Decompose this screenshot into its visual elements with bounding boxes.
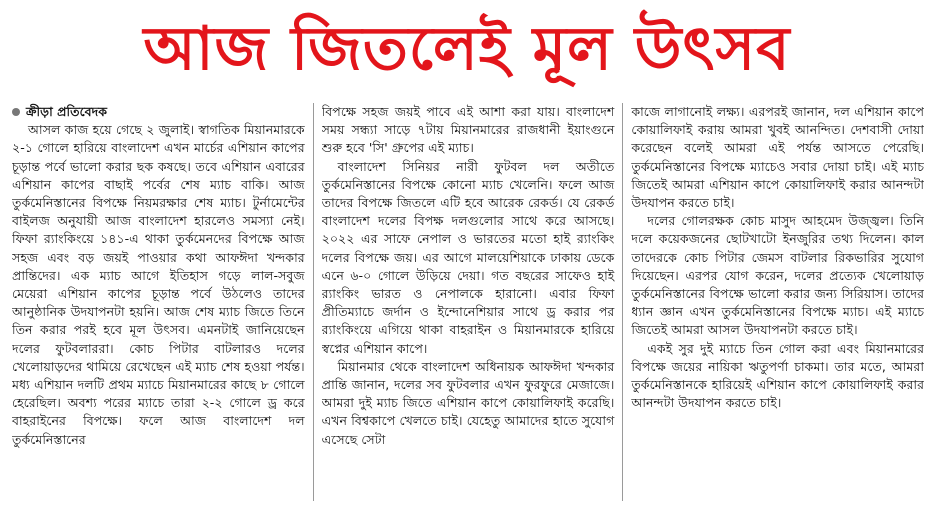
byline-text: ক্রীড়া প্রতিবেদক <box>26 104 108 119</box>
column-3 <box>631 103 924 501</box>
article-body <box>12 103 924 501</box>
column-1 <box>12 103 314 501</box>
paragraph: বিপক্ষে সহজ জয়ই পাবে এই আশা করা যায়। বাংলাদেশ সময় সন্ধ্যা সাড়ে ৭টায় মিয়ানমারের রাজধানী ইয়াংগুনে শুরু হবে 'সি' গ্রুপের এই ম্যাচ। <box>321 104 615 156</box>
paragraph: মিয়ানমার থেকে বাংলাদেশ অধিনায়ক আফঈদা খন্দকার প্রান্তি জানান, দলের সব ফুটবলার এখন ফুরফুরে মেজাজে। আমরা দুই ম্যাচ জিতে এশিয়ান কাপে কোয়ালিফাই করেছি। এখন বিশ্বকাপে খেলতে চাই। যেহেতু আমাদের হাতে সুযোগ এসেছে সেটা <box>321 358 615 447</box>
paragraph: কাজে লাগানোই লক্ষ্য। এরপরই জানান, দল এশিয়ান কাপে কোয়ালিফাই করায় আমরা খুবই আনন্দিত। দেশবাসী দোয়া করেছেন বলেই আমরা এই পর্যন্ত আসতে পেরেছি। তুর্কমেনিস্তানের বিপক্ষে ম্যাচেও সবার দোয়া চাই। এই ম্যাচ জিতেই আমরা এশিয়ান কাপে কোয়ালিফাই করার আনন্দটা উদযাপন করতে চাই। <box>631 104 925 211</box>
paragraph: একই সুর দুই ম্যাচে তিন গোল করা এবং মিয়ানমারের বিপক্ষে জয়ের নায়িকা ঋতুপর্ণা চাকমা। তার মতে, আমরা তুর্কমেনিস্তানকে হারিয়েই এশিয়ান কাপে কোয়ালিফাই করার আনন্দটা উদযাপন করতে চাই। <box>631 340 925 411</box>
paragraph: বাংলাদেশ সিনিয়র নারী ফুটবল দল অতীতে তুর্কমেনিস্তানের বিপক্ষে কোনো ম্যাচ খেলেনি। ফলে আজ তাদের বিপক্ষে জিতলে এটি হবে আরেক রেকর্ড। যে রেকর্ড বাংলাদেশ দলের বিপক্ষ দলগুলোর সাথে করে আসছে। ২০২২ এর সাফে নেপাল ও ভারতের মতো হাই র‍্যাংকিং দলের বিপক্ষে জয়। এর আগে মালয়েশিয়াকে ঢাকায় ডেকে এনে ৬-০ গোলে উড়িয়ে দেয়া। গত বছরের সাফেও হাই র‍্যাংকিং ভারত ও নেপালকে হারানো। এবার ফিফা প্রীতিম্যাচে জর্দান ও ইন্দোনেশিয়ার সাথে ড্র করার পর র‍্যাংকিংয়ে এগিয়ে থাকা বাহরাইন ও মিয়ানমারকে হারিয়ে স্বপ্নের এশিয়ান কাপে। <box>321 158 615 356</box>
headline: আজ জিতলেই মূল উৎসব <box>143 14 791 84</box>
bullet-icon <box>12 108 20 116</box>
byline <box>12 103 305 121</box>
paragraph: আসল কাজ হয়ে গেছে ২ জুলাই। স্বাগতিক মিয়ানমারকে ২-১ গোলে হারিয়ে বাংলাদেশ এখন মার্চের এশিয়ান কাপের চূড়ান্ত পর্বে ভালো করার ছক কষছে। তবে এশিয়ান এবারের এশিয়ান কাপের বাছাই পর্বের শেষ ম্যাচ বাকি। আজ তুর্কমেনিস্তানের বিপক্ষে নিয়মরক্ষার শেষ ম্যাচ। টুর্নামেন্টের বাইলজ অনুযায়ী আজ বাংলাদেশ হারলেও সমস্যা নেই। ফিফা র‍্যাংকিংয়ে ১৪১-এ থাকা তুর্কমেনদের বিপক্ষে আজ সহজ এবং বড় জয়ই পাওয়ার কথা আফঈদা খন্দকার প্রান্তিদের। এক ম্যাচ আগে ইতিহাস গড়ে লাল-সবুজ মেয়েরা এশিয়ান কাপের চূড়ান্ত পর্বে উঠলেও তাদের আনুষ্ঠানিক উদযাপনটা হয়নি। আজ শেষ ম্যাচ জিতে তিনে তিন করার পরই হবে মূল উৎসব। এমনটাই জানিয়েছেন দলের ফুটবলাররা। কোচ পিটার বাটলারও দলের খেলোয়াড়দের থামিয়ে রেখেছেন এই ম্যাচ শেষ হওয়া পর্যন্ত। মধ্য এশিয়ান দলটি প্রথম ম্যাচে মিয়ানমারের কাছে ৮ গোলে হেরেছিল। অবশ্য পরের ম্যাচে তারা ২-২ গোলে ড্র করে বাহরাইনের বিপক্ষে। ফলে আজ বাংলাদেশ দল তুর্কমেনিস্তানের <box>12 122 305 447</box>
paragraph: দলের গোলরক্ষক কোচ মাসুদ আহমেদ উজ্জ্বল। তিনি দলে কয়েকজনের ছোটখাটো ইনজুরির তথ্য দিলেন। কাল তাদেরকে কোচ পিটার জেমস বাটলার রিকভারির সুযোগ দিয়েছেন। এরপর যোগ করেন, দলের প্রত্যেক খেলোয়াড় তুর্কমেনিস্তানের বিপক্ষে ভালো করার জন্য সিরিয়াস। তাদের ধ্যান জ্ঞান এখন তুর্কমেনিস্তানের বিপক্ষে ম্যাচ। এই ম্যাচে জিতেই আমরা আসল উদযাপনটা করতে চাই। <box>631 213 925 338</box>
column-2 <box>322 103 624 501</box>
